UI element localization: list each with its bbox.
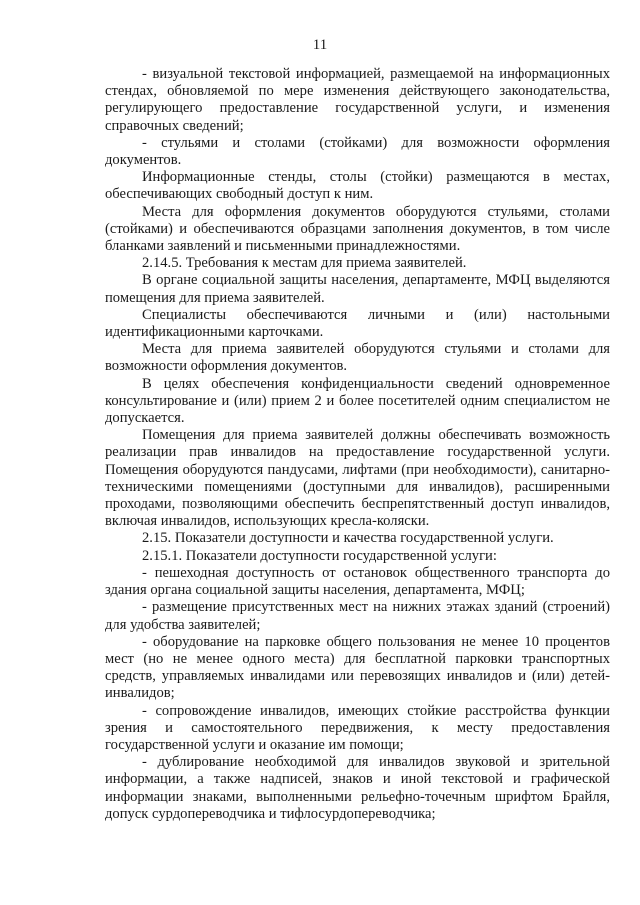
paragraph: В целях обеспечения конфиденциальности сведений одновременное консультирование и (или) прием 2 и более посетителей одним специалистом не допускается. [105, 375, 610, 427]
paragraph: - стульями и столами (стойками) для возможности оформления документов. [105, 134, 610, 169]
paragraph: Специалисты обеспечиваются личными и (или) настольными идентификационными карточками. [105, 306, 610, 341]
list-item: - дублирование необходимой для инвалидов звуковой и зрительной информации, а также надписей, знаков и иной текстовой и графической информации знаками, выполненными рельефно-точечным шрифтом Брайля, допуск сурдопереводчика и тифлосурдопереводчика; [105, 754, 610, 822]
page-number: 11 [312, 37, 328, 53]
paragraph: Информационные стенды, столы (стойки) размещаются в местах, обеспечивающих свободный доступ к ним. [105, 169, 610, 203]
section-heading: 2.15. Показатели доступности и качества государственной услуги. [142, 530, 554, 547]
section-heading: 2.15.1. Показатели доступности государственной услуги: [142, 547, 497, 564]
list-item: - сопровождение инвалидов, имеющих стойкие расстройства функции зрения и самостоятельного передвижения, к месту предоставления государственной услуги и оказание им помощи; [105, 702, 610, 753]
paragraph: Помещения для приема заявителей должны обеспечивать возможность реализации прав инвалидов на предоставление государственной услуги. Помещения оборудуются пандусами, лифтами (при необходимости), санитарно-техническими помещениями (доступными для инвалидов), расширенными проходами, позволяющими обеспечить беспрепятственный доступ инвалидов, включая инвалидов, использующих кресла-коляски. [105, 427, 610, 530]
list-item: - оборудование на парковке общего пользования не менее 10 процентов мест (но не менее одного места) для бесплатной парковки транспортных средств, управляемых инвалидами или перевозящих инвалидов и (или) детей-инвалидов; [105, 633, 610, 702]
paragraph: Места для приема заявителей оборудуются стульями и столами для возможности оформления документов. [105, 341, 610, 375]
section-heading: 2.14.5. Требования к местам для приема заявителей. [142, 255, 467, 272]
paragraph: - визуальной текстовой информацией, размещаемой на информационных стендах, обновляемой по мере изменения действующего законодательства, регулирующего предоставление государственной услуги, и изменения справочных сведений; [105, 66, 610, 134]
paragraph: В органе социальной защиты населения, департаменте, МФЦ выделяются помещения для приема заявителей. [105, 272, 610, 306]
list-item: - размещение присутственных мест на нижних этажах зданий (строений) для удобства заявителей; [105, 599, 610, 633]
list-item: - пешеходная доступность от остановок общественного транспорта до здания органа социальной защиты населения, департамента, МФЦ; [105, 564, 610, 599]
document-body [105, 66, 610, 823]
paragraph: Места для оформления документов оборудуются стульями, столами (стойками) и обеспечиваются образцами заполнения документов, в том числе бланками заявлений и письменными принадлежностями. [105, 203, 610, 255]
